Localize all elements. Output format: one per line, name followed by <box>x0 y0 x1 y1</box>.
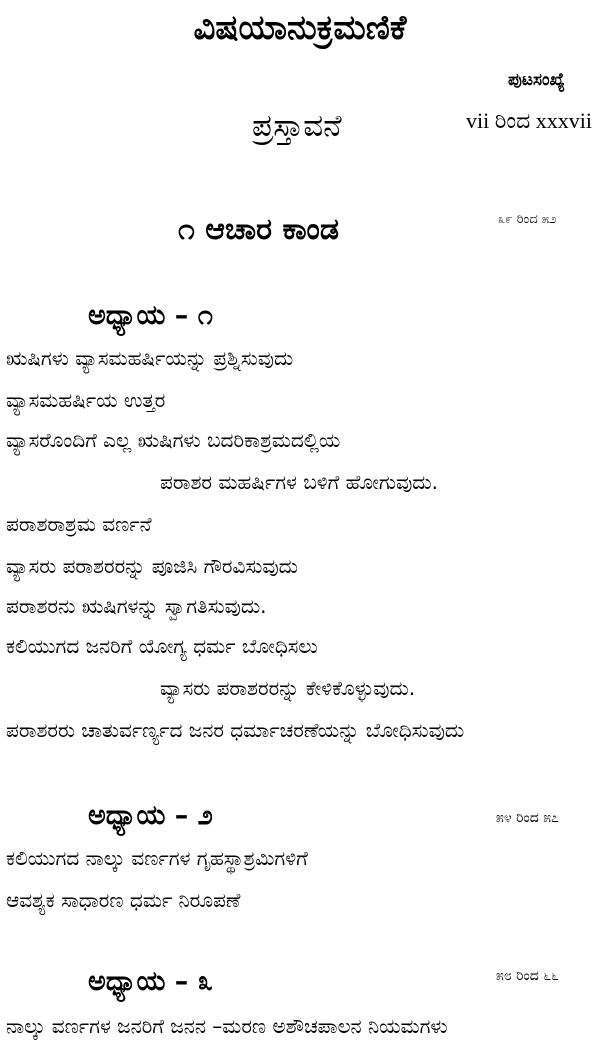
chapter-2-line-2: ಆವಶ್ಯಕ ಸಾಧಾರಣ ಧರ್ಮ ನಿರೂಪಣೆ <box>6 888 241 912</box>
chapter-1-line-8: ಕಲಿಯುಗದ ಜನರಿಗೆ ಯೋಗ್ಯ ಧರ್ಮ ಬೋಧಿಸಲು <box>6 634 318 658</box>
chapter-1-line-7: ಪರಾಶರನು ಋಷಿಗಳನ್ನು ಸ್ವಾಗತಿಸುವುದು. <box>6 594 267 618</box>
chapter-1-line-2: ವ್ಯಾಸಮಹರ್ಷಿಯ ಉತ್ತರ <box>6 388 166 412</box>
chapter-2-line-1: ಕಲಿಯುಗದ ನಾಲ್ಕು ವರ್ಣಗಳ ಗೃಹಸ್ಥಾಶ್ರಮಿಗಳಿಗೆ <box>6 846 308 870</box>
page-number-column-heading: ಪುಟಸಂಖ್ಯೆ <box>508 70 565 90</box>
chapter-1-line-9: ವ್ಯಾಸರು ಪರಾಶರರನ್ನು ಕೇಳಿಕೊಳ್ಳುವುದು. <box>160 676 416 700</box>
kanda-page-range: ೩೯ ರಿಂದ ೫೨ <box>498 212 557 227</box>
chapter-1-line-5: ಪರಾಶರಾಶ್ರಮ ವರ್ಣನೆ <box>6 512 152 536</box>
chapter-1-heading: ಅಧ್ಯಾಯ – ೧ <box>88 300 213 331</box>
chapter-3-page-range: ೫೮ ರಿಂದ ೬೬ <box>496 968 559 984</box>
chapter-1-line-6: ವ್ಯಾಸರು ಪರಾಶರರನ್ನು ಪೂಜಿಸಿ ಗೌರವಿಸುವುದು <box>6 554 298 578</box>
chapter-3-line-1: ನಾಲ್ಕು ವರ್ಣಗಳ ಜನರಿಗೆ ಜನನ –ಮರಣ ಅಶೌಚಪಾಲನ ನಿಯಮಗಳು <box>6 1014 448 1038</box>
page-title: ವಿಷಯಾನುಕ್ರಮಣಿಕೆ <box>193 8 407 48</box>
chapter-3-heading: ಅಧ್ಯಾಯ – ೩ <box>88 966 213 997</box>
preface-page-range: vii ರಿಂದ xxxvii <box>466 108 593 133</box>
preface-entry-label: ಪ್ರಸ್ತಾವನೆ <box>252 108 342 144</box>
kanda-heading: ೧ ಆಚಾರ ಕಾಂಡ <box>178 212 339 247</box>
chapter-1-line-4: ಪರಾಶರ ಮಹರ್ಷಿಗಳ ಬಳಿಗೆ ಹೋಗುವುದು. <box>160 470 438 494</box>
chapter-2-heading: ಅಧ್ಯಾಯ – ೨ <box>88 800 213 831</box>
chapter-1-line-10: ಪರಾಶರರು ಚಾತುರ್ವರ್ಣ್ಯದ ಜನರ ಧರ್ಮಾಚರಣೆಯನ್ನು ಬೋಧಿಸುವುದು <box>6 718 465 742</box>
chapter-1-line-3: ವ್ಯಾಸರೊಂದಿಗೆ ಎಲ್ಲ ಋಷಿಗಳು ಬದರಿಕಾಶ್ರಮದಲ್ಲಿಯ <box>6 428 341 452</box>
chapter-2-page-range: ೫೪ ರಿಂದ ೫೭ <box>496 810 559 826</box>
chapter-1-line-1: ಋಷಿಗಳು ವ್ಯಾಸಮಹರ್ಷಿಯನ್ನು ಪ್ರಶ್ನಿಸುವುದು <box>6 346 294 370</box>
